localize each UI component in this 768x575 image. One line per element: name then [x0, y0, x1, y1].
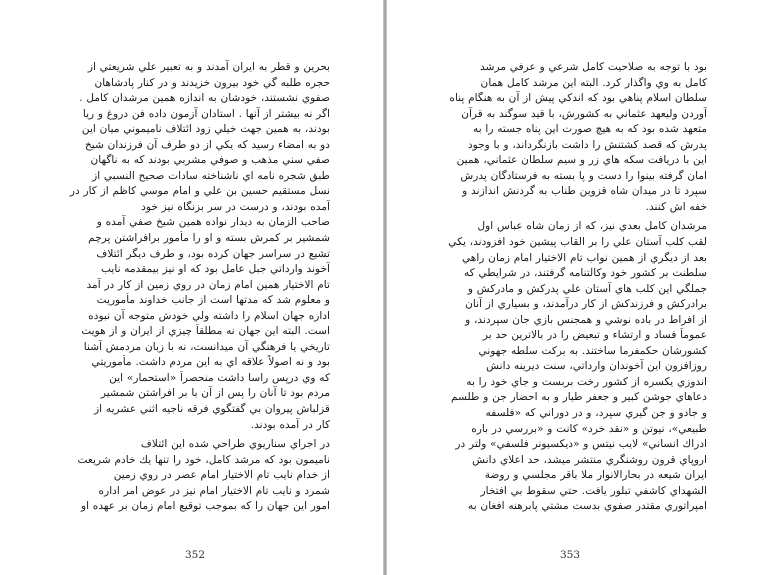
text-line: مرشدان كامل بعدي نيز، كه از زمان شاه عباس اول	[477, 220, 707, 233]
text-line: طبق شجره نامه اي ناشناخته سادات صحيح النسبي از	[92, 169, 330, 182]
text-line: اداره جهان اسلام را داشته ولي خودش متوجه آن نبوده	[88, 309, 330, 322]
text-line: بحرين و قطر به ايران آمدند و به تعبير علي شريعتي از	[87, 61, 330, 73]
text-line: كامل به وي واگذار كرد. البته اين مرشد كامل همان	[480, 76, 707, 89]
text-line: لقب كلب آستان علي را بر القاب پيشين خود افزودند، يكي	[448, 236, 707, 249]
text-line: در اجراي سناريوي طراحي شده اين ائتلاف	[140, 438, 330, 451]
text-line: روزافزون اين آخوندان وارداتي، سنت ديرينه دانش	[486, 360, 707, 373]
text-line: صفي سني مذهب و صوفي مشربي بودند كه به ناگهان	[90, 154, 330, 167]
text-line: تام الاختيار همين امام زمان در روي زمين از كار در آمد	[86, 278, 330, 291]
text-line: قزلباش پيروان بي گفتگوي فرقه ناجيه اثني عشريه از	[94, 403, 330, 416]
text-line: بودند، به همين جهت خيلي زود ائتلاف ناميموني ميان اين	[81, 123, 330, 136]
text-line: بعد از ديگري از همين نواب تام الاختيار امام زمان راهي	[461, 251, 707, 264]
right-page-text	[442, 60, 707, 515]
text-line: خفه اش كنند.	[645, 200, 707, 213]
text-line: دو به امضاء رسيد كه يكي از دو طرف آن فرزندان شيخ	[84, 138, 330, 151]
text-line: تشيع در سراسر جهان كرده بود، و طرف ديگر ائتلاف	[96, 247, 330, 260]
text-line: سپرد تا در ميدان شاه قزوين طناب به گردنش اندازند و	[462, 185, 707, 198]
right-page-number: 353	[559, 549, 580, 561]
text-line: پدرش كه قصد كشتنش را داشت بازنگرداند، و با وجود	[467, 138, 707, 151]
text-line: ايران شيعه در بحارالانوار ملا باقر مجلسي و روضة	[484, 469, 707, 482]
text-line: مردم بود تا آنان را پس از آن با بر افراشتن شمشير	[100, 387, 330, 400]
text-line: شمشير بر كمرش بسته و او را مأمور برافراشتن پرچم	[88, 232, 330, 245]
text-line: اروپاي قرون روشنگري منتشر ميشد، حد اعلاي دانش	[472, 453, 707, 466]
text-line: كار در آمده بودند.	[250, 418, 330, 431]
text-line: آوردن وليعهد عثماني به كشورش، با قيد سوگند به قرآن	[461, 107, 707, 120]
text-line: الشهداي كاشفي تبلور يافت. حتي سقوط بي افتخار	[480, 484, 707, 497]
text-line: دعاهاي جوشن كبير و جعفر طيار و به احضار جن و طلسم	[451, 391, 707, 404]
text-line: سلطان اسلام پناهي بود كه اندكي پيش از آن به هنگام پناه	[449, 92, 707, 105]
text-line: ادراك انساني» لايب نيتس و «ديكسيونر فلسفي» ولتر در	[455, 438, 707, 451]
text-line: است. البته اين جهان نه مطلقاً چيزي از ايران و از هويت	[81, 325, 330, 338]
text-line: از افراط در باده نوشي و همجنس بازي جان سپردند، و	[465, 313, 707, 326]
text-line: اندوزي يكسره از كشور رخت بربست و جاي خود را به	[466, 375, 707, 388]
text-line: حجره طلبه گي خود بيرون خزيدند و در كنار پادشاهان	[94, 76, 330, 89]
text-line: و جادو و جن گيري سپرد، و در دوراني كه «فلسفه	[485, 407, 707, 420]
text-line: بود با توجه به صلاحيت كامل شرعي و عرفي مرشد	[480, 61, 707, 73]
text-line: از خدام نايب تام الاختيار امام عصر در روي زمين	[113, 469, 330, 482]
text-line: طبيعي»، نيوتن و «نقد خرد» كانت و «بررسي در باره	[471, 422, 707, 435]
text-line: آخوند وارداتي جبل عامل بود كه او نيز بيمقدمه نايب	[101, 263, 330, 276]
text-line: امور اين جهان را كه بموجب توقيع امام زمان بر عهده او	[80, 500, 330, 513]
text-line: شمرد و نايب تام الاختيار امام نيز در عوض امر اداره	[98, 484, 330, 497]
text-line: اگر نه بيشتر از آنها . استادان آزمون داده فن دروغ و ريا	[82, 107, 330, 120]
text-line: برادركش و فرزندكش از كار درآمدند، و بسياري از آنان	[465, 298, 707, 311]
text-line: ناميمون بود كه مرشد كامل، خود را تنها يك خادم شريعت	[77, 453, 330, 466]
text-line: عموماً فساد و ارتشاء و تبعيض را در بالاترين حد بر	[482, 329, 707, 342]
left-page	[0, 0, 383, 575]
left-page-number: 352	[185, 549, 206, 561]
text-line: متعهد شده بود كه به هيچ صورت اين پناه جسته را به	[473, 123, 707, 136]
text-line: كشورشان حكمفرما ساختند. به بركت سلطه جهوني	[478, 344, 707, 357]
text-line: نسل مستقيم حسين بن علي و امام موسي كاظم از كار در	[69, 185, 330, 198]
text-line: امان گرفته بينوا را دست و پا بسته به فرستادگان پدرش	[460, 169, 707, 182]
text-line: و معلوم شد كه مدتها است از جانب خداوند مأموريت	[96, 294, 330, 307]
text-line: تاريخي يا فرهنگي آن ميدانست، نه با زبان مردمش آشنا	[83, 340, 330, 353]
right-page	[387, 0, 768, 575]
left-page-text	[64, 60, 330, 515]
text-line: صاحب الزمان به ديدار نواده همين شيخ صفي آمده و	[96, 216, 330, 229]
text-line: آمده بودند، و درست در سر بزنگاه نيز خود	[141, 200, 330, 213]
text-line: سلطنت بر كشور خود وكالتنامه گرفتند، در شرايطي كه	[463, 267, 707, 280]
text-line: اين با دريافت سكه هاي زر و سيم سلطان عثماني، همين	[456, 154, 707, 167]
text-line: بود و نه اصولاً علاقه اي به اين مردم داشت. مأموريتي	[91, 356, 330, 369]
text-line: امپراتوري مقتدر صفوي بدست مشتي پابرهنه افغان به	[468, 500, 707, 513]
text-line: جملگي اين كلب هاي آستان علي پدركش و مادركش و	[467, 282, 707, 295]
text-line: صفوي نشستند، خودشان به اندازه همين مرشدان كامل .	[79, 92, 330, 105]
text-line: كه وي درپس راسا داشت منحصراً «استحمار» اين	[109, 371, 330, 384]
